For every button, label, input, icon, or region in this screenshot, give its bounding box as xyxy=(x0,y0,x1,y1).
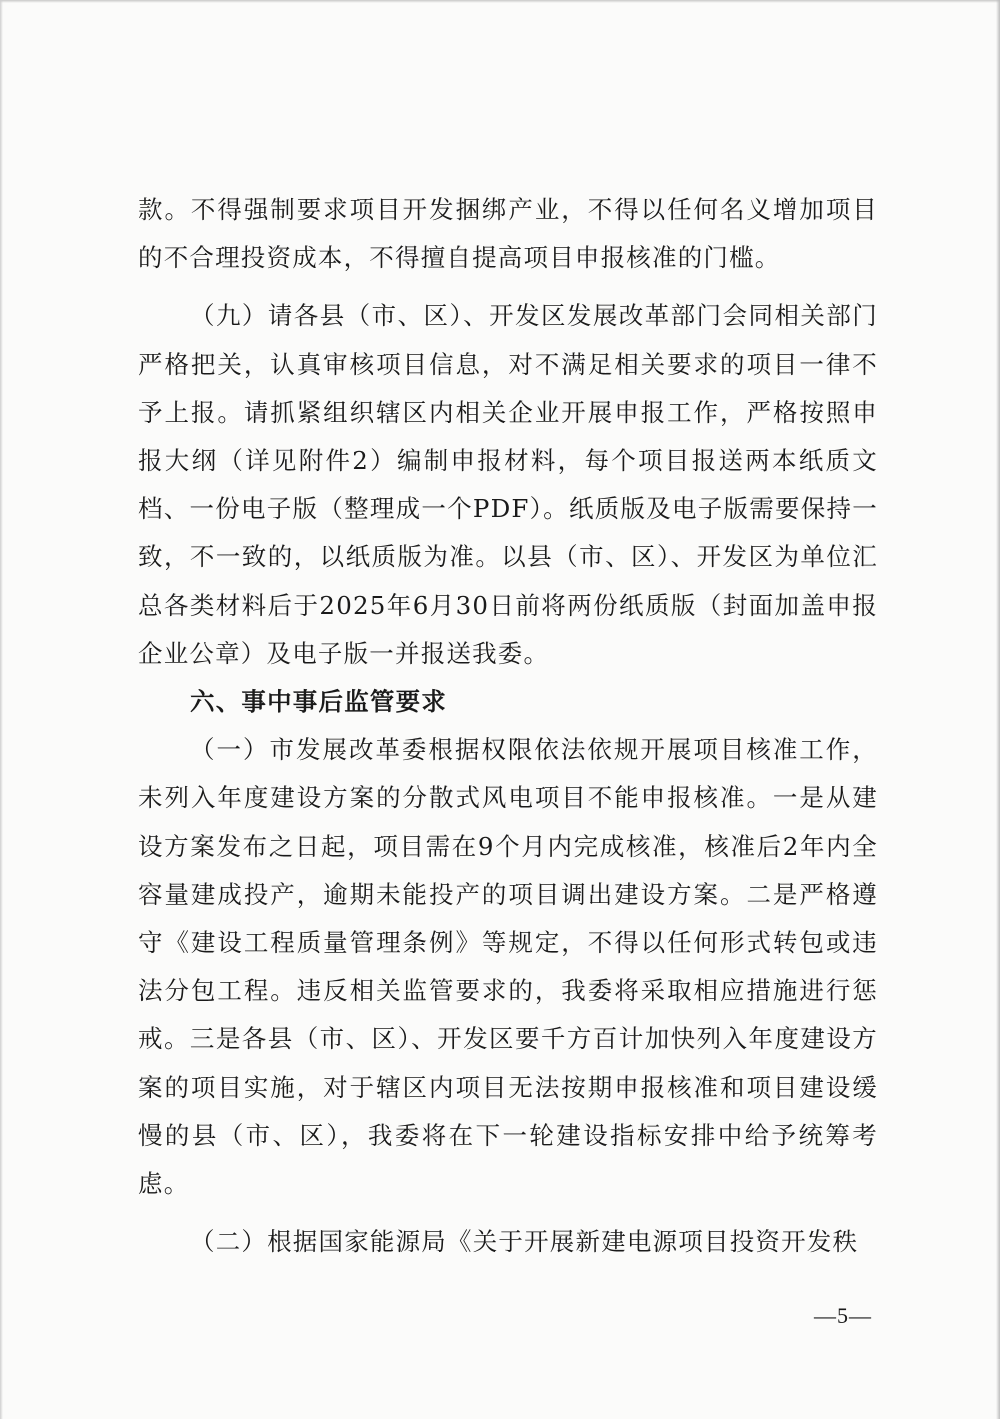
paragraph-item-one: （一）市发展改革委根据权限依法依规开展项目核准工作，未列入年度建设方案的分散式风电项目不能申报核准。一是从建设方案发布之日起，项目需在9个月内完成核准，核准后2年内全容量建成投产，逾期未能投产的项目调出建设方案。二是严格遵守《建设工程质量管理条例》等规定，不得以任何形式转包或违法分包工程。违反相关监管要求的，我委将采取相应措施进行惩戒。三是各县（市、区）、开发区要千方百计加快列入年度建设方案的项目实施，对于辖区内项目无法按期申报核准和项目建设缓慢的县（市、区），我委将在下一轮建设指标安排中给予统筹考虑。 xyxy=(138,735,878,1199)
page-number: —5— xyxy=(814,1303,872,1328)
scan-edge-left xyxy=(0,0,3,1419)
paragraph-item-two: （二）根据国家能源局《关于开展新建电源项目投资开发秩 xyxy=(190,1227,859,1257)
section-heading: 六、事中事后监管要求 xyxy=(190,687,447,717)
scan-edge-top xyxy=(0,0,1000,3)
document-body xyxy=(138,186,878,1266)
scan-edge-right xyxy=(996,0,1000,1419)
paragraph-item-nine: （九）请各县（市、区）、开发区发展改革部门会同相关部门严格把关，认真审核项目信息，对不满足相关要求的项目一律不予上报。请抓紧组织辖区内相关企业开展申报工作，严格按照申报大纲（详见附件2）编制申报材料，每个项目报送两本纸质文档、一份电子版（整理成一个PDF）。纸质版及电子版需要保持一致，不一致的，以纸质版为准。以县（市、区）、开发区为单位汇总各类材料后于2025年6月30日前将两份纸质版（封面加盖申报企业公章）及电子版一并报送我委。 xyxy=(138,301,878,668)
paragraph-continuation: 款。不得强制要求项目开发捆绑产业，不得以任何名义增加项目的不合理投资成本，不得擅自提高项目申报核准的门槛。 xyxy=(138,195,878,273)
